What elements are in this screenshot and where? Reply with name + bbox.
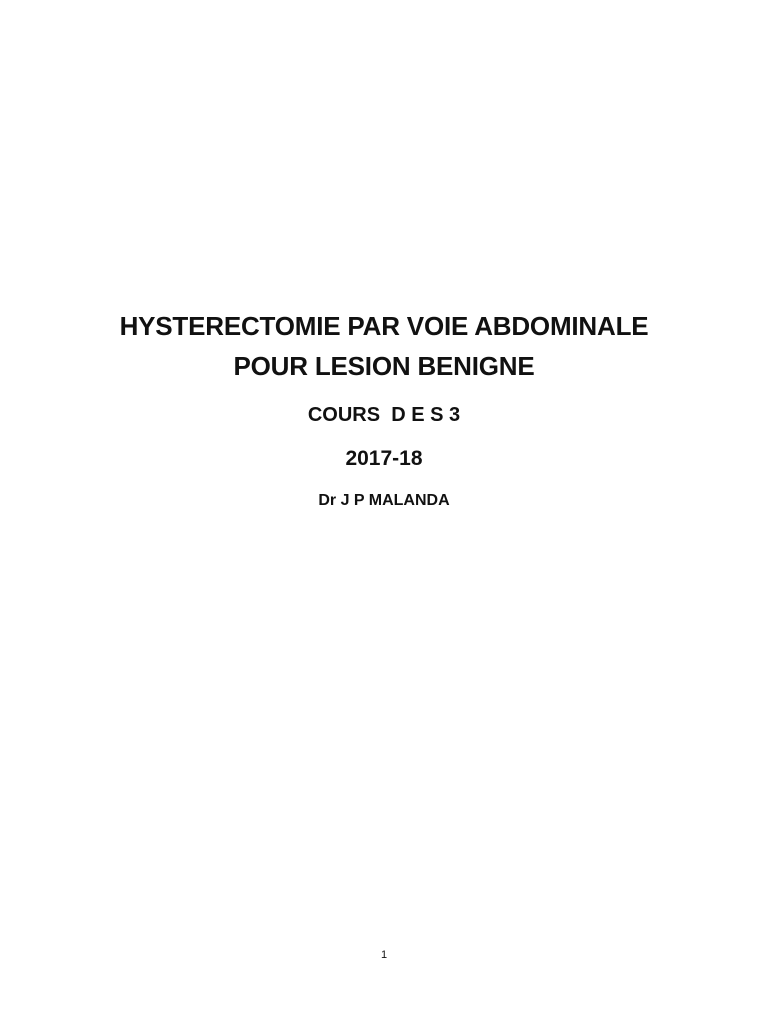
academic-year: 2017-18 xyxy=(345,447,423,470)
title-line-1: HYSTERECTOMIE PAR VOIE ABDOMINALE xyxy=(119,311,649,341)
course-label: COURS D E S 3 xyxy=(307,404,461,426)
document-title xyxy=(0,306,768,386)
author-name: Dr J P MALANDA xyxy=(318,492,450,509)
title-line-2: POUR LESION BENIGNE xyxy=(233,351,535,381)
page-number: 1 xyxy=(380,949,388,961)
